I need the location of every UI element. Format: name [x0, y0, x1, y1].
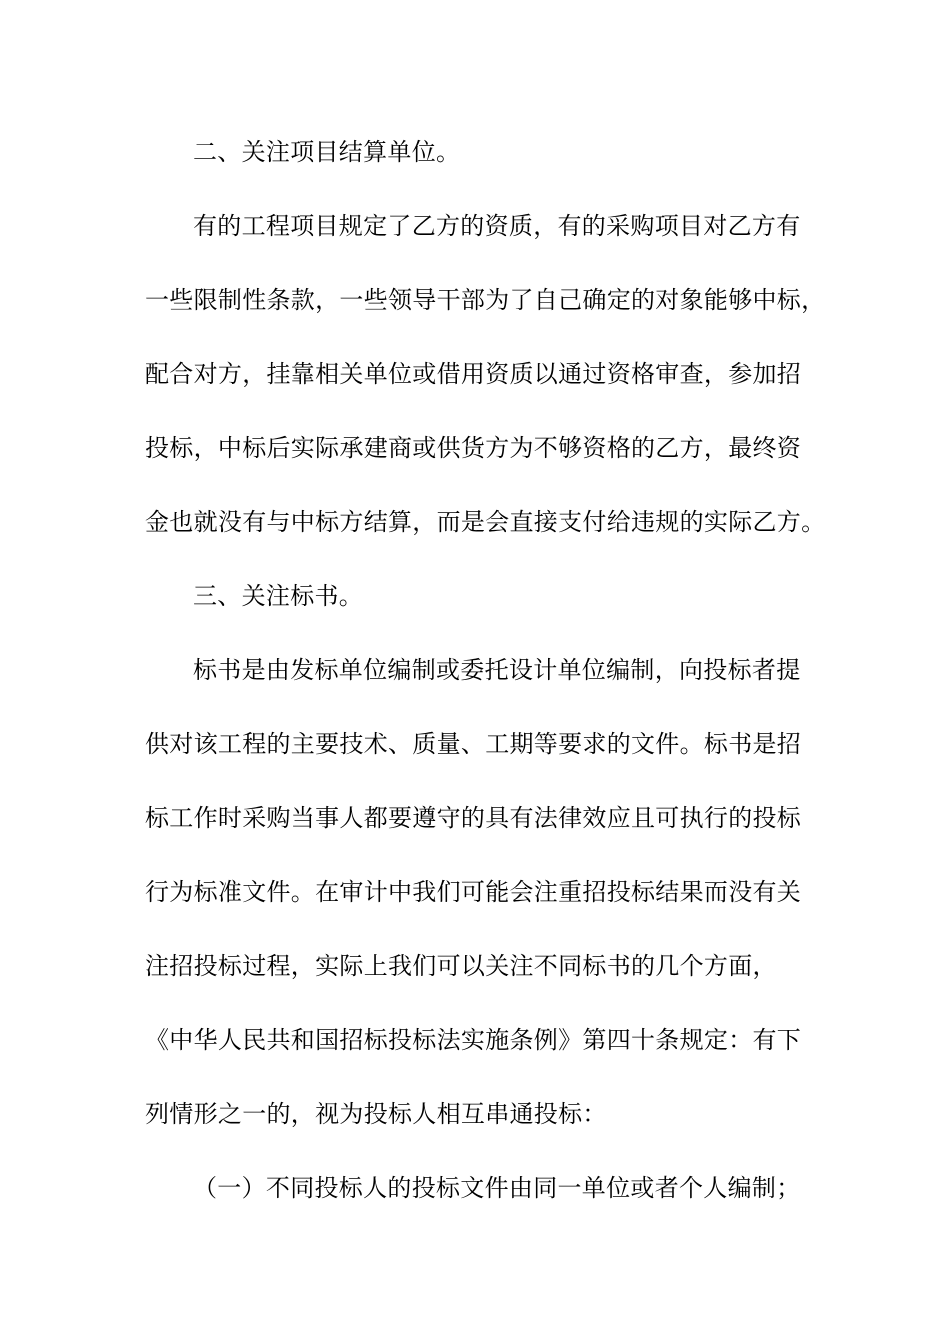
paragraph-line: 金也就没有与中标方结算，而是会直接支付给违规的实际乙方。: [145, 508, 826, 536]
paragraph-line: 行为标准文件。在审计中我们可能会注重招投标结果而没有关: [145, 878, 802, 906]
paragraph-line: 配合对方，挂靠相关单位或借用资质以通过资格审查，参加招: [145, 360, 802, 388]
paragraph-line: 标工作时采购当事人都要遵守的具有法律效应且可执行的投标: [145, 804, 802, 832]
section-heading-3: 三、关注标书。: [193, 582, 364, 610]
paragraph-line: 列情形之一的，视为投标人相互串通投标：: [145, 1100, 607, 1128]
paragraph-line: 《中华人民共和国招标投标法实施条例》第四十条规定：有下: [145, 1026, 802, 1054]
paragraph-line: 供对该工程的主要技术、质量、工期等要求的文件。标书是招: [145, 730, 802, 758]
list-item: （一）不同投标人的投标文件由同一单位或者个人编制；: [193, 1174, 801, 1202]
paragraph-line: 有的工程项目规定了乙方的资质，有的采购项目对乙方有: [193, 212, 801, 240]
paragraph-line: 一些限制性条款，一些领导干部为了自己确定的对象能够中标，: [145, 286, 826, 314]
paragraph-line: 标书是由发标单位编制或委托设计单位编制，向投标者提: [193, 656, 801, 684]
section-heading-2: 二、关注项目结算单位。: [193, 138, 461, 166]
paragraph-line: 投标，中标后实际承建商或供货方为不够资格的乙方，最终资: [145, 434, 802, 462]
paragraph-line: 注招投标过程，实际上我们可以关注不同标书的几个方面，: [145, 952, 777, 980]
